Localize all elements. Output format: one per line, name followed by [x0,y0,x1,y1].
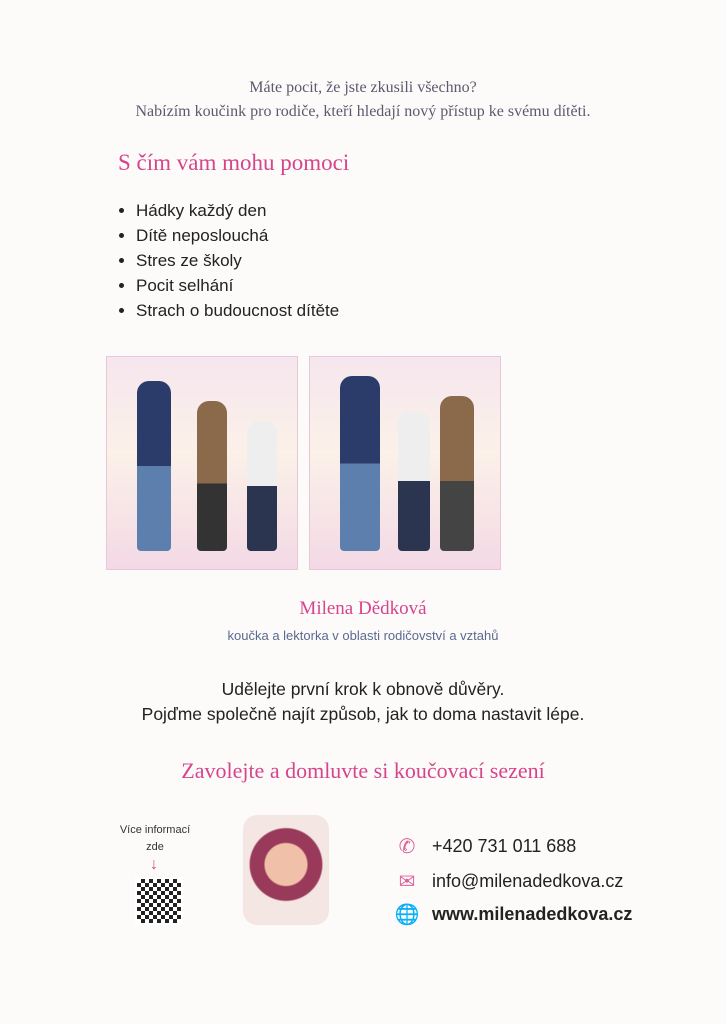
contact-email[interactable] [394,869,623,894]
arrow-down-icon: ↓ [150,856,158,873]
mail-icon: ✉ [398,871,416,893]
contact-phone[interactable] [394,834,576,859]
illustration-reconciled [309,356,501,570]
intro [0,76,726,124]
phone-number[interactable]: +420 731 011 688 [432,836,577,856]
email-address[interactable]: info@milenadedkova.cz [432,871,624,891]
cta-text [0,677,726,727]
qr-label-line-1: Více informací [119,824,191,836]
list-item: • Hádky každý den [136,198,339,223]
cta-line-1: Udělejte první krok k obnově důvěry. [221,679,505,699]
list-item: • Strach o budoucnost dítěte [136,298,339,323]
intro-line-2: Nabízím koučink pro rodiče, kteří hledají nový přístup ke svému dítěti. [135,103,591,120]
cta-line-2: Pojďme společně najít způsob, jak to doma nastavit lépe. [141,704,585,724]
illustration-conflict [106,356,298,570]
list-item: • Stres ze školy [136,248,339,273]
list-item: • Pocit selhání [136,273,339,298]
globe-icon: 🌐 [394,904,420,926]
qr-label [110,822,200,856]
contact-web[interactable] [394,902,632,927]
website-link[interactable]: www.milenadedkova.cz [432,904,633,924]
coach-photo [243,815,329,925]
phone-icon: ✆ [398,836,416,858]
intro-line-1: Máte pocit, že jste zkusili všechno? [249,79,477,96]
qr-label-line-2: zde [146,841,164,853]
list-item: • Dítě neposlouchá [136,223,339,248]
qr-code[interactable] [135,877,183,925]
help-list [112,198,339,323]
coach-name: Milena Dědková [299,598,427,619]
coach-role: koučka a lektorka v oblasti rodičovství a vztahů [227,628,499,643]
help-heading: S čím vám mohu pomoci [118,150,350,175]
call-heading: Zavolejte a domluvte si koučovací sezení [181,758,545,783]
